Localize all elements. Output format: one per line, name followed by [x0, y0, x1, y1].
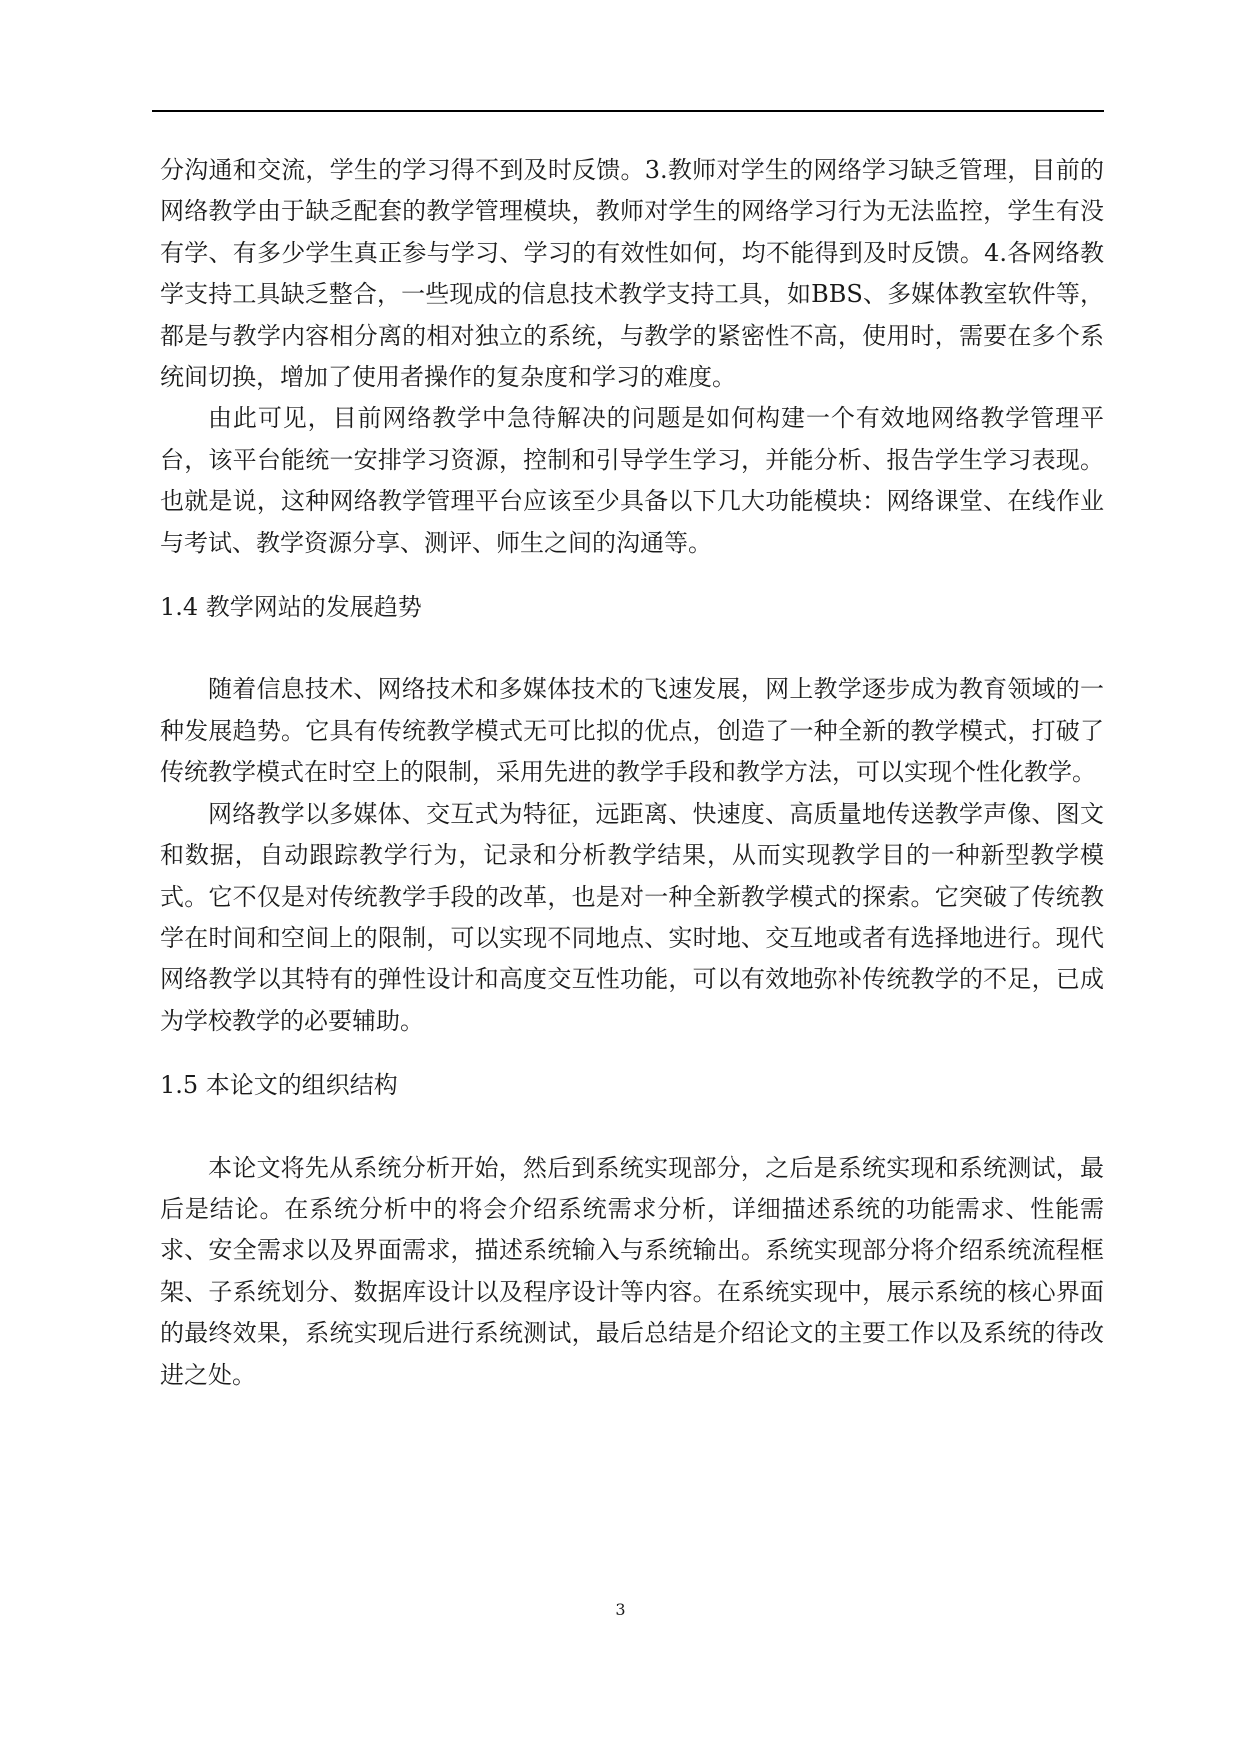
section-heading-1-5: 1.5 本论文的组织结构	[160, 1071, 398, 1100]
paragraph-network-teaching: 网络教学以多媒体、交互式为特征，远距离、快速度、高质量地传送教学声像、图文和数据，自动跟踪教学行为，记录和分析教学结果，从而实现教学目的一种新型教学模式。它不仅是对传统教学手段的改革，也是对一种全新教学模式的探索。它突破了传统教学在时间和空间上的限制，可以实现不同地点、实时地、交互地或者有选择地进行。现代网络教学以其特有的弹性设计和高度交互性功能，可以有效地弥补传统教学的不足，已成为学校教学的必要辅助。	[160, 799, 1104, 1035]
page-number: 3	[615, 1600, 626, 1619]
paragraph-structure: 本论文将先从系统分析开始，然后到系统实现部分，之后是系统实现和系统测试，最后是结论。在系统分析中的将会介绍系统需求分析，详细描述系统的功能需求、性能需求、安全需求以及界面需求，描述系统输入与系统输出。系统实现部分将介绍系统流程框架、子系统划分、数据库设计以及程序设计等内容。在系统实现中，展示系统的核心界面的最终效果，系统实现后进行系统测试，最后总结是介绍论文的主要工作以及系统的待改进之处。	[160, 1153, 1104, 1389]
page-body	[160, 150, 1104, 1396]
paragraph-conclusion: 由此可见，目前网络教学中急待解决的问题是如何构建一个有效地网络教学管理平台，该平台能统一安排学习资源，控制和引导学生学习，并能分析、报告学生学习表现。也就是说，这种网络教学管理平台应该至少具备以下几大功能模块：网络课堂、在线作业与考试、教学资源分享、测评、师生之间的沟通等。	[160, 404, 1104, 557]
paragraph-trend: 随着信息技术、网络技术和多媒体技术的飞速发展，网上教学逐步成为教育领域的一种发展趋势。它具有传统教学模式无可比拟的优点，创造了一种全新的教学模式，打破了传统教学模式在时空上的限制，采用先进的教学手段和教学方法，可以实现个性化教学。	[160, 675, 1104, 787]
header-rule	[152, 110, 1104, 112]
section-heading-1-4: 1.4 教学网站的发展趋势	[160, 593, 422, 622]
paragraph-continuation: 分沟通和交流，学生的学习得不到及时反馈。3.教师对学生的网络学习缺乏管理，目前的网络教学由于缺乏配套的教学管理模块，教师对学生的网络学习行为无法监控，学生有没有学、有多少学生真正参与学习、学习的有效性如何，均不能得到及时反馈。4.各网络教学支持工具缺乏整合，一些现成的信息技术教学支持工具，如BBS、多媒体教室软件等，都是与教学内容相分离的相对独立的系统，与教学的紧密性不高，使用时，需要在多个系统间切换，增加了使用者操作的复杂度和学习的难度。	[160, 156, 1104, 392]
